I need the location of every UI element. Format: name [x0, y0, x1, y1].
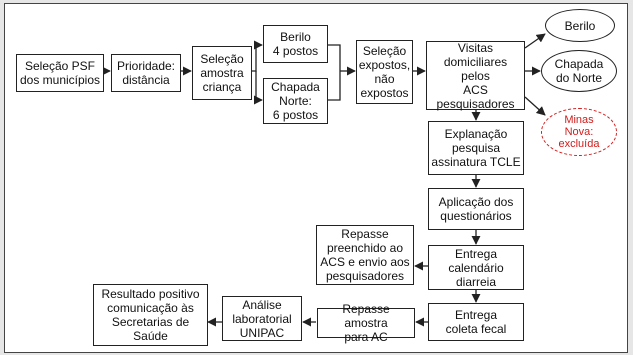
node-entrega-calendario: Entrega calendário diarreia: [428, 245, 524, 290]
arrow-amostra-to-berilo: [252, 45, 262, 71]
node-selecao-expostos: Seleção expostos, não expostos: [356, 40, 413, 104]
node-repasse-preenchido: Repasse preenchido ao ACS e envio aos pesquisadores: [316, 225, 414, 285]
node-entrega-coleta: Entrega coleta fecal: [428, 303, 524, 341]
arrow-visitas-to-minasnova: [525, 97, 545, 115]
node-prioridade: Prioridade: distância: [111, 54, 181, 92]
node-chapada-postos: Chapada Norte: 6 postos: [263, 78, 328, 124]
node-berilo-postos: Berilo 4 postos: [263, 25, 328, 63]
node-visitas: Visitas domiciliares pelos ACS pesquisadores: [426, 41, 525, 110]
node-aplicacao: Aplicação dos questionários: [428, 188, 524, 230]
node-selecao-amostra: Seleção amostra criança: [192, 46, 252, 100]
arrow-amostra-to-chapada: [256, 71, 262, 100]
arrow-visitas-to-berilo: [525, 34, 545, 48]
node-repasse-amostra: Repasse amostra para AC: [317, 308, 415, 338]
arrow-postos-to-expostos: [328, 45, 340, 100]
node-analise: Análise laboratorial UNIPAC: [222, 296, 302, 341]
node-resultado: Resultado positivo comunicação às Secretarias de Saúde: [93, 284, 208, 346]
outcome-minas-nova-excluded: Minas Nova: excluída: [541, 108, 617, 156]
outcome-chapada-norte: Chapada do Norte: [541, 50, 617, 92]
node-selecao-psf: Seleção PSF dos municípios: [16, 54, 104, 92]
node-explanacao: Explanação pesquisa assinatura TCLE: [428, 121, 524, 175]
outcome-berilo: Berilo: [545, 9, 615, 42]
